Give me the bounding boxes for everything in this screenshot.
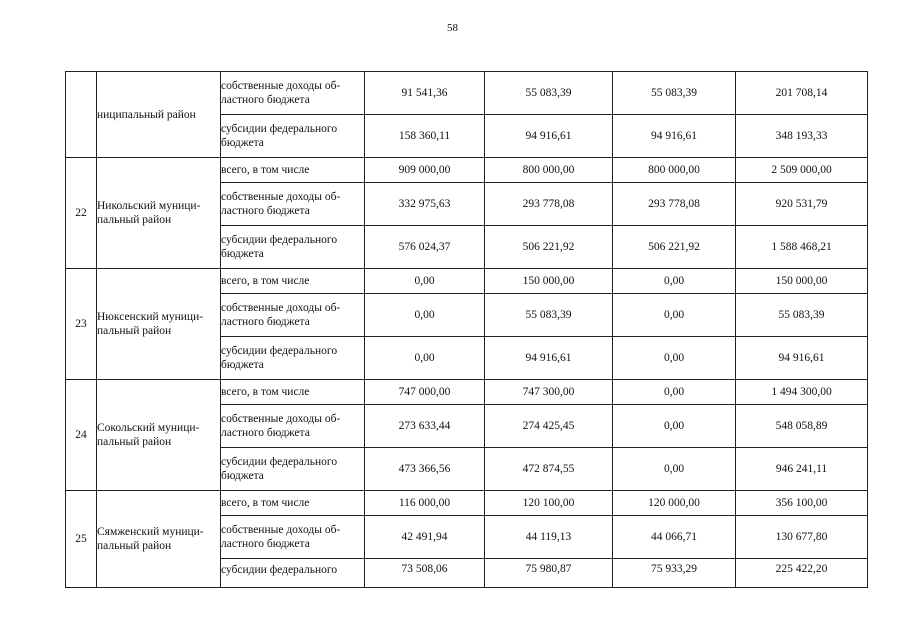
value-cell-3: 0,00: [613, 448, 736, 491]
funding-type-cell: субсидии федерального бюджета: [221, 337, 365, 380]
row-number-cell: 25: [66, 491, 97, 588]
value-cell-3: 0,00: [613, 269, 736, 294]
value-cell-1: 747 000,00: [365, 380, 485, 405]
value-cell-1: 909 000,00: [365, 158, 485, 183]
table-row: [66, 380, 868, 405]
value-cell-2: 472 874,55: [485, 448, 613, 491]
value-cell-3: 55 083,39: [613, 72, 736, 115]
value-cell-1: 0,00: [365, 337, 485, 380]
value-cell-2: 274 425,45: [485, 405, 613, 448]
funding-type-cell: собственные доходы об-ластного бюджета: [221, 183, 365, 226]
total-cell: 920 531,79: [736, 183, 868, 226]
region-name-cell: Сокольский муници-пальный район: [97, 380, 221, 491]
funding-type-cell: субсидии федерального бюджета: [221, 115, 365, 158]
value-cell-3: 506 221,92: [613, 226, 736, 269]
funding-type-cell: субсидии федерального бюджета: [221, 226, 365, 269]
value-cell-3: 0,00: [613, 380, 736, 405]
row-number-cell: 23: [66, 269, 97, 380]
value-cell-2: 506 221,92: [485, 226, 613, 269]
funding-type-cell: собственные доходы об-ластного бюджета: [221, 405, 365, 448]
value-cell-1: 73 508,06: [365, 559, 485, 588]
table-row: [66, 491, 868, 516]
total-cell: 1 588 468,21: [736, 226, 868, 269]
value-cell-2: 150 000,00: [485, 269, 613, 294]
value-cell-2: 75 980,87: [485, 559, 613, 588]
region-name-cell: Нюксенский муници-пальный район: [97, 269, 221, 380]
total-cell: 55 083,39: [736, 294, 868, 337]
total-cell: 150 000,00: [736, 269, 868, 294]
table-row: [66, 269, 868, 294]
total-cell: 348 193,33: [736, 115, 868, 158]
value-cell-3: 0,00: [613, 294, 736, 337]
funding-type-cell: всего, в том числе: [221, 158, 365, 183]
total-cell: 356 100,00: [736, 491, 868, 516]
value-cell-1: 273 633,44: [365, 405, 485, 448]
total-cell: 130 677,80: [736, 516, 868, 559]
row-number-cell: 22: [66, 158, 97, 269]
region-name-cell: ниципальный район: [97, 72, 221, 158]
funding-type-cell: всего, в том числе: [221, 380, 365, 405]
funding-type-cell: всего, в том числе: [221, 269, 365, 294]
row-number-cell: [66, 72, 97, 158]
value-cell-1: 473 366,56: [365, 448, 485, 491]
value-cell-2: 94 916,61: [485, 337, 613, 380]
value-cell-2: 94 916,61: [485, 115, 613, 158]
value-cell-2: 120 100,00: [485, 491, 613, 516]
funding-type-cell: субсидии федерального бюджета: [221, 448, 365, 491]
value-cell-1: 576 024,37: [365, 226, 485, 269]
funding-type-cell: собственные доходы об-ластного бюджета: [221, 516, 365, 559]
total-cell: 946 241,11: [736, 448, 868, 491]
funding-type-cell: всего, в том числе: [221, 491, 365, 516]
value-cell-3: 44 066,71: [613, 516, 736, 559]
funding-type-cell: субсидии федерального: [221, 559, 365, 588]
value-cell-3: 0,00: [613, 337, 736, 380]
budget-table: [65, 71, 868, 588]
value-cell-1: 158 360,11: [365, 115, 485, 158]
value-cell-1: 116 000,00: [365, 491, 485, 516]
row-number-cell: 24: [66, 380, 97, 491]
value-cell-2: 800 000,00: [485, 158, 613, 183]
value-cell-3: 75 933,29: [613, 559, 736, 588]
region-name-cell: Никольский муници-пальный район: [97, 158, 221, 269]
total-cell: 2 509 000,00: [736, 158, 868, 183]
value-cell-3: 94 916,61: [613, 115, 736, 158]
value-cell-3: 0,00: [613, 405, 736, 448]
total-cell: 548 058,89: [736, 405, 868, 448]
page-number: 58: [447, 22, 458, 34]
value-cell-1: 0,00: [365, 269, 485, 294]
total-cell: 94 916,61: [736, 337, 868, 380]
region-name-cell: Сямженский муници-пальный район: [97, 491, 221, 588]
value-cell-2: 44 119,13: [485, 516, 613, 559]
table-row: [66, 72, 868, 115]
table-row: [66, 158, 868, 183]
value-cell-1: 0,00: [365, 294, 485, 337]
value-cell-3: 800 000,00: [613, 158, 736, 183]
value-cell-2: 55 083,39: [485, 72, 613, 115]
total-cell: 201 708,14: [736, 72, 868, 115]
funding-type-cell: собственные доходы об-ластного бюджета: [221, 294, 365, 337]
value-cell-2: 747 300,00: [485, 380, 613, 405]
value-cell-1: 91 541,36: [365, 72, 485, 115]
funding-type-cell: собственные доходы об-ластного бюджета: [221, 72, 365, 115]
value-cell-1: 332 975,63: [365, 183, 485, 226]
value-cell-1: 42 491,94: [365, 516, 485, 559]
value-cell-3: 293 778,08: [613, 183, 736, 226]
value-cell-2: 55 083,39: [485, 294, 613, 337]
value-cell-3: 120 000,00: [613, 491, 736, 516]
total-cell: 225 422,20: [736, 559, 868, 588]
value-cell-2: 293 778,08: [485, 183, 613, 226]
total-cell: 1 494 300,00: [736, 380, 868, 405]
